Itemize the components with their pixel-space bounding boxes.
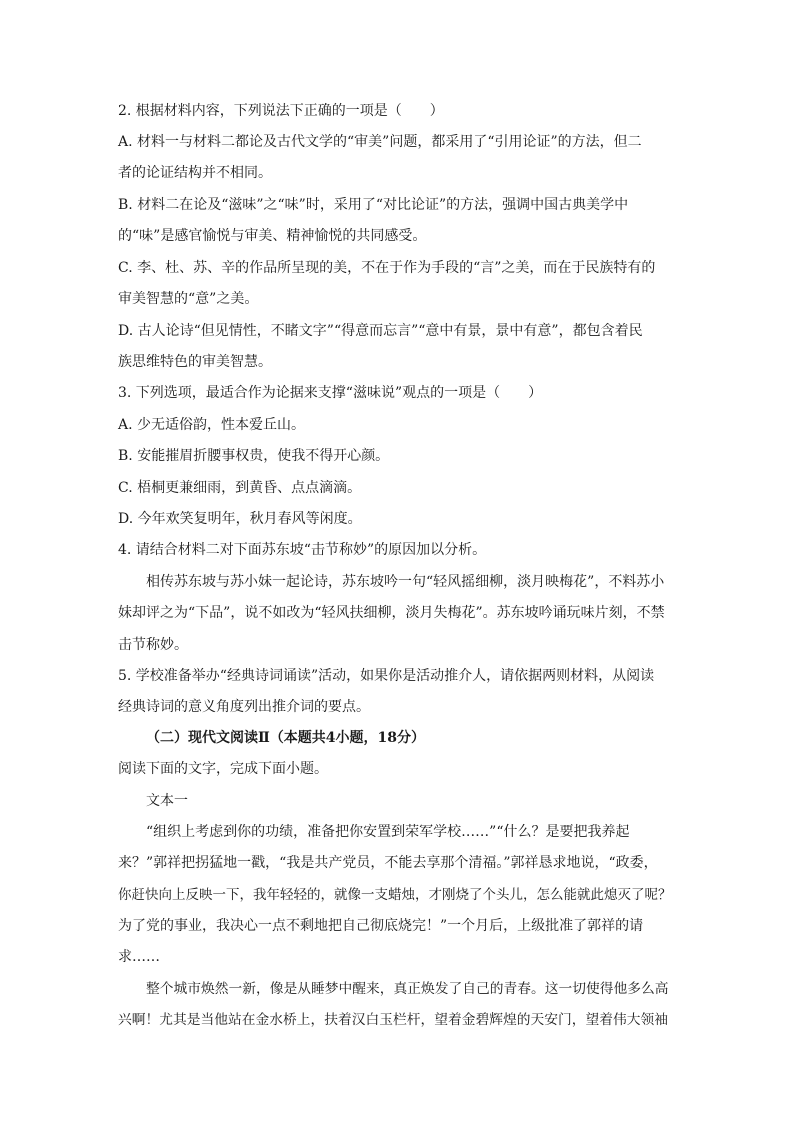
option-2c-line1: C. 李、杜、苏、辛的作品所呈现的美，不在于作为手段的“言”之美，而在于民族特有的: [118, 260, 656, 276]
option-2d-line2: 族思维特色的审美智慧。: [118, 354, 272, 370]
option-2b-line2: 的“味”是感官愉悦与审美、精神愉悦的共同感受。: [118, 228, 427, 244]
passage-line-7: 兴啊！尤其是当他站在金水桥上，扶着汉白玉栏杆，望着金碧辉煌的天安门，望着伟大领袖: [118, 1012, 669, 1028]
option-2c-line2: 审美智慧的“意”之美。: [118, 291, 259, 307]
option-3d: D. 今年欢笑复明年，秋月春风等闲度。: [118, 511, 362, 527]
option-3c: C. 梧桐更兼细雨，到黄昏、点点滴滴。: [118, 480, 362, 496]
question-4-stem: 4. 请结合材料二对下面苏东坡“击节称妙”的原因加以分析。: [118, 542, 487, 558]
passage-line-2: 来？”郭祥把拐猛地一戳，“我是共产党员，不能去享那个清福。”郭祥恳求地说，“政委，: [118, 855, 658, 871]
question-2-stem: 2. 根据材料内容，下列说法下正确的一项是（ ）: [118, 103, 444, 119]
option-3b: B. 安能摧眉折腰事权贵，使我不得开心颜。: [118, 448, 390, 464]
reading-instruction: 阅读下面的文字，完成下面小题。: [118, 761, 328, 777]
question-5-line1: 5. 学校准备举办“经典诗词诵读”活动，如果你是活动推介人，请依据两则材料，从阅读: [118, 668, 655, 684]
option-2b-line1: B. 材料二在论及“滋味”之“味”时，采用了“对比论证”的方法，强调中国古典美学中: [118, 197, 629, 213]
passage-line-4: 为了党的事业，我决心一点不剩地把自己彻底烧完！”一个月后，上级批准了郭祥的请: [118, 918, 644, 934]
question-4-passage-line1: 相传苏东坡与苏小妹一起论诗，苏东坡吟一句“轻风摇细柳，淡月映梅花”，不料苏小: [146, 574, 665, 590]
option-2d-line1: D. 古人论诗“但见情性，不睹文字”“得意而忘言”“意中有景，景中有意”，都包含着民: [118, 323, 643, 339]
question-3-stem: 3. 下列选项，最适合作为论据来支撑“滋味说”观点的一项是（ ）: [118, 385, 543, 401]
passage-line-3: 你赶快向上反映一下，我年轻轻的，就像一支蜡烛，才刚烧了个头儿，怎么能就此熄灭了呢？: [118, 887, 672, 903]
question-5-line2: 经典诗词的意义角度列出推介词的要点。: [118, 699, 370, 715]
question-4-passage-line3: 击节称妙。: [118, 637, 188, 653]
text-one-label: 文本一: [146, 793, 188, 809]
section-heading: （二）现代文阅读Ⅱ（本题共4小题，18分）: [146, 730, 426, 746]
passage-line-1: “组织上考虑到你的功绩，准备把你安置到荣军学校……”“什么？是要把我养起: [146, 824, 630, 840]
question-4-passage-line2: 妹却评之为“下品”，说不如改为“轻风扶细柳，淡月失梅花”。苏东坡吟诵玩味片刻，不禁: [118, 605, 665, 621]
option-2a-line1: A. 材料一与材料二都论及古代文学的“审美”问题，都采用了“引用论证”的方法，但二: [118, 134, 642, 150]
option-2a-line2: 者的论证结构并不相同。: [118, 165, 272, 181]
option-3a: A. 少无适俗韵，性本爱丘山。: [118, 417, 306, 433]
passage-line-6: 整个城市焕然一新，像是从睡梦中醒来，真正焕发了自己的青春。这一切使得他多么高: [146, 981, 669, 997]
passage-line-5: 求……: [118, 949, 160, 965]
